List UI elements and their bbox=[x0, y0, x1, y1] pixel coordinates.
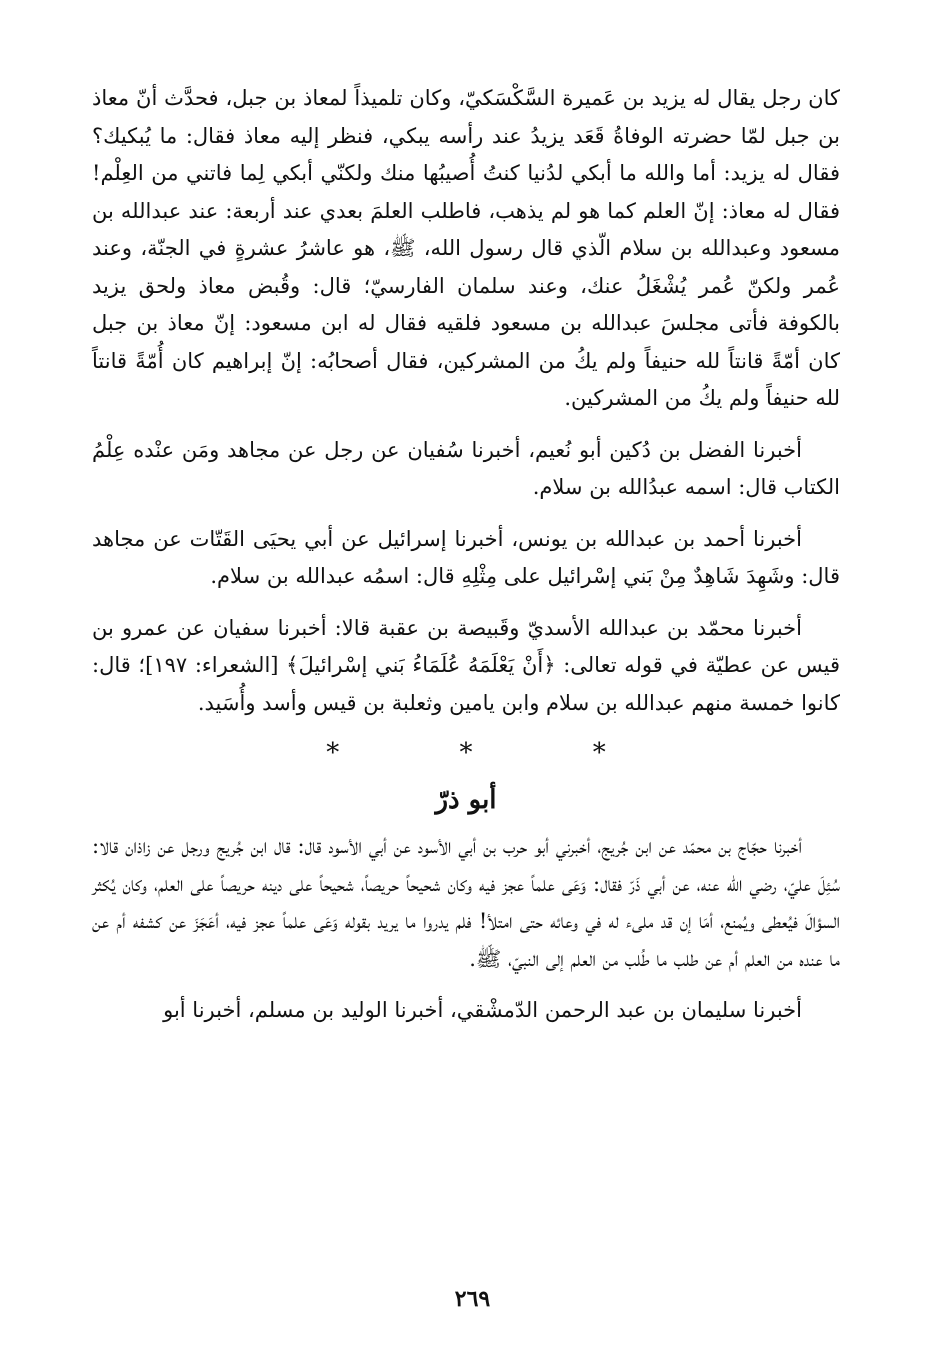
paragraph-muadh-narration: كان رجل يقال له يزيد بن عَميرة السَّكْسَكيّ، وكان تلميذاً لمعاذ بن جبل، فحدَّث أنّ معاذ بن جبل لمّا حضرته الوفاةُ قَعَد يزيدُ عند رأسه يبكي، فنظر إليه معاذ فقال: ما يُبكيك؟ فقال له يزيد: أما والله ما أبكي لدُنيا كنتُ أُصيبُها منك ولكنّي أبكي لِما فاتني من العِلْم! فقال له معاذ: إنّ العلم كما هو لم يذهب، فاطلب العلمَ بعدي عند أربعة: عند عبدالله بن مسعود وعبدالله بن سلام الّذي قال رسول الله، ﷺ، هو عاشرُ عشرةٍ في الجنّة، وعند عُمر ولكنّ عُمر يُشْغَلُ عنك، وعند سلمان الفارسيّ؛ قال: وقُبض معاذ ولحق يزيد بالكوفة فأتى مجلسَ عبدالله بن مسعود فلقيه فقال له ابن مسعود: إنّ معاذ بن جبل كان أمّةً قانتاً لله حنيفاً ولم يكُ من المشركين، فقال أصحابُه: إنّ إبراهيم كان أُمّةً قانتاً لله حنيفاً ولم يكُ من المشركين. bbox=[92, 86, 840, 410]
section-title: أبو ذرّ bbox=[435, 785, 497, 815]
page-body bbox=[92, 80, 840, 1044]
paragraph-muhammad-narration: أخبرنا محمّد بن عبدالله الأسديّ وقَبيصة بن عقبة قالا: أخبرنا سفيان عن عمرو بن قيس عن عطيّة في قوله تعالى: ﴿أَنْ يَعْلَمَهُ عُلَمَاءُ بَني إسْرائيلَ﴾ [الشعراء: ١٩٧]؛ قال: كانوا خمسة منهم عبدالله بن سلام وابن يامين وثعلبة بن قيس وأسد وأُسَيد. bbox=[92, 615, 840, 715]
paragraph-ahmad-narration: أخبرنا أحمد بن عبدالله بن يونس، أخبرنا إسرائيل عن أبي يحيَى القَتّات عن مجاهد قال: وشَهِدَ شَاهِدٌ مِنْ بَني إسْرائيل على مِثْلِهِ قال: اسمُه عبدالله بن سلام. bbox=[92, 526, 840, 588]
paragraph-sulayman-narration: أخبرنا سليمان بن عبد الرحمن الدّمشْقي، أخبرنا الوليد بن مسلم، أخبرنا أبو bbox=[163, 998, 802, 1022]
paragraph-hajjaj-narration: أخبرنا حجّاج بن محمّد عن ابن جُريج، أخبرني أبو حرب بن أبي الأسود عن أبي الأسود قال: قال ابن جُريج ورجل عن زاذان قالا: سُئِلَ عليّ، رضي الله عنه، عن أبي ذَرّ فقال: وَعَى علماً عجز فيه وكان شحيحاً حريصاً، شحيحاً على دينه حريصاً على العلم، وكان يُكثر السؤالَ فيُعطى ويُمنع، أمَا إن قد ملىء له في وعائه حتى امتلأ! فلم يدروا ما يريد بقوله وَعَى علماً عجز فيه، أعَجَزَ عن كشفه أم عن ما عنده من العلم أم عن طلب ما طُلب من العلم إلى النبيّ، ﷺ. bbox=[92, 834, 840, 971]
paragraph-fadl-narration: أخبرنا الفضل بن دُكين أبو نُعيم، أخبرنا سُفيان عن رجل عن مجاهد ومَن عنْده عِلْمُ الكتاب قال: اسمه عبدُالله بن سلام. bbox=[92, 437, 840, 499]
section-separator: * * * bbox=[326, 738, 662, 768]
page-number: ٢٦٩ bbox=[454, 1286, 491, 1312]
